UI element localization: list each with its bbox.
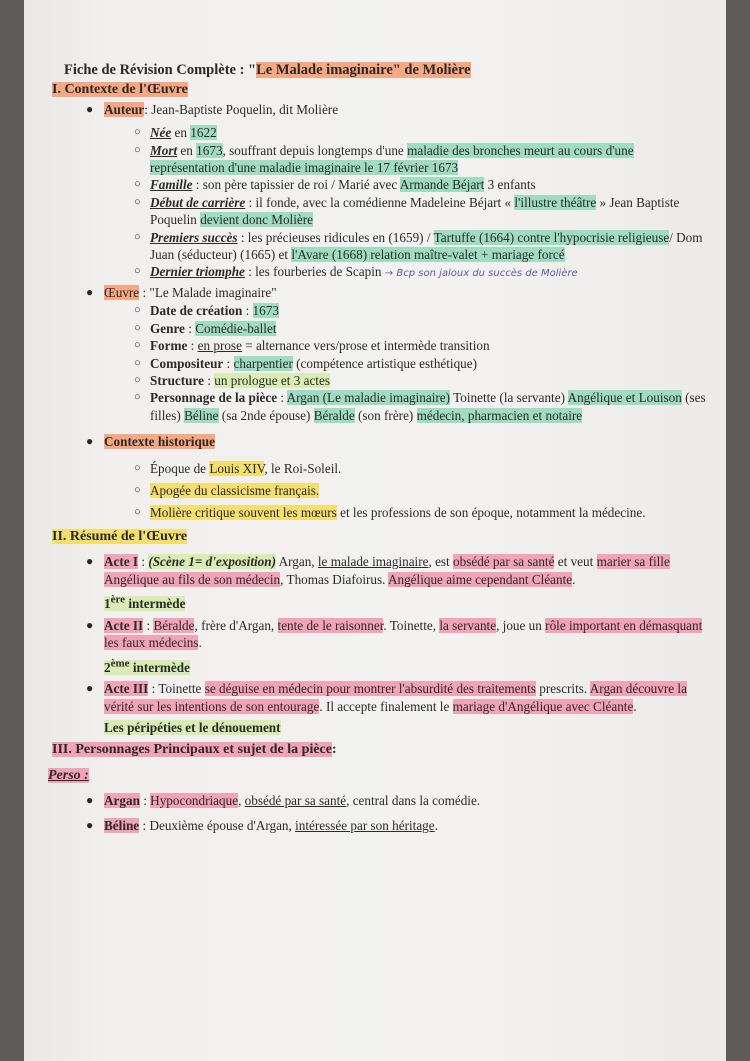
circle-bullet-icon: ○ xyxy=(134,461,141,474)
bullet-icon: ● xyxy=(86,681,94,696)
oeuvre-item: ● Œuvre : "Le Malade imaginaire" xyxy=(86,284,277,300)
triomphe-item: ○ Dernier triomphe : les fourberies de Scapin → Bcp son jaloux du succès de Molière xyxy=(134,264,578,280)
debut-item: ○ Début de carrière : il fonde, avec la comédienne Madeleine Béjart « l'illustre théâtre » Jean Baptiste Poquelin devient donc Molière xyxy=(134,194,680,228)
intermede-1: 1ère intermède xyxy=(104,593,186,612)
compositeur-item: ○ Compositeur : charpentier (compétence artistique esthétique) xyxy=(134,355,478,371)
circle-bullet-icon: ○ xyxy=(134,321,141,334)
critique-item: ○ Molière critique souvent les mœurs et les professions de son époque, notamment la médecine. xyxy=(134,505,646,521)
bullet-icon: ● xyxy=(86,617,94,632)
circle-bullet-icon: ○ xyxy=(134,356,141,369)
circle-bullet-icon: ○ xyxy=(134,195,141,208)
bullet-icon: ● xyxy=(86,554,94,569)
circle-bullet-icon: ○ xyxy=(134,126,141,139)
succes-item: ○ Premiers succès : les précieuses ridicules en (1659) / Tartuffe (1664) contre l'hypocrisie religieuse/ Dom Juan (séducteur) (1665) et l'Avare (1668) relation maître-valet + mariage forcé xyxy=(134,229,703,263)
peripeties: Les péripéties et le dénouement xyxy=(104,720,281,736)
bullet-icon: ● xyxy=(86,817,94,832)
apogee-item: ○ Apogée du classicisme français. xyxy=(134,482,320,498)
date-item: ○ Date de création : 1673 xyxy=(134,303,279,319)
section-1-heading: I. Contexte de l'Œuvre xyxy=(52,82,188,98)
bullet-icon: ● xyxy=(86,101,94,116)
circle-bullet-icon: ○ xyxy=(134,230,141,243)
acte-3-item: ● Acte III : Toinette se déguise en médecin pour montrer l'absurdité des traitements prescrits. Argan découvre la vérité sur les intentions de son entourage. Il accepte finalement le mariage d'Angélique avec Cléante. xyxy=(86,681,687,714)
auteur-item: ● Auteur: Jean-Baptiste Poquelin, dit Molière xyxy=(86,101,339,117)
acte-2-item: ● Acte II : Béralde, frère d'Argan, tente de le raisonner. Toinette, la servante, joue un rôle important en démasquant les faux médecins. xyxy=(86,617,703,651)
mort-item: ○ Mort en 1673, souffrant depuis longtemps d'une maladie des bronches meurt au cours d'une représentation d'une maladie imaginaire le 17 février 1673 xyxy=(134,142,634,176)
contexte-label: Contexte historique xyxy=(104,434,215,450)
oeuvre-label: Œuvre xyxy=(104,284,140,300)
section-2-heading: II. Résumé de l'Œuvre xyxy=(52,528,188,544)
argan-item: ● Argan : Hypocondriaque, obsédé par sa santé, central dans la comédie. xyxy=(86,793,481,809)
auteur-label: Auteur xyxy=(104,101,145,117)
paper-sheet xyxy=(24,0,726,1061)
handwritten-note: → Bcp son jaloux du succès de Molière xyxy=(384,268,578,280)
bullet-icon: ● xyxy=(86,793,94,808)
contexte-item xyxy=(46,433,706,450)
title-highlight: Le Malade imaginaire" de Molière xyxy=(256,62,471,78)
intermede-2: 2ème intermède xyxy=(104,657,190,675)
circle-bullet-icon: ○ xyxy=(134,373,141,386)
revision-sheet xyxy=(46,62,706,835)
circle-bullet-icon: ○ xyxy=(134,483,141,496)
bullet-icon: ● xyxy=(86,434,94,449)
bullet-icon: ● xyxy=(86,284,94,299)
circle-bullet-icon: ○ xyxy=(134,304,141,317)
circle-bullet-icon: ○ xyxy=(134,339,141,352)
acte-1-item: ● Acte I : (Scène 1= d'exposition) Argan, le malade imaginaire, est obsédé par sa santé et veut marier sa fille Angélique au fils de son médecin, Thomas Diafoirus. Angélique aime cependant Cléante. xyxy=(86,554,670,587)
circle-bullet-icon: ○ xyxy=(134,391,141,404)
circle-bullet-icon: ○ xyxy=(134,265,141,278)
personnages-piece-item: ○ Personnage de la pièce : Argan (Le maladie imaginaire) Toinette (la servante) Angélique et Louison (ses filles) Béline (sa 2nde épouse) Béralde (son frère) médecin, pharmacien et notaire xyxy=(134,390,706,423)
perso-label: Perso : xyxy=(48,768,89,783)
circle-bullet-icon: ○ xyxy=(134,506,141,519)
epoque-item: ○ Époque de Louis XIV, le Roi-Soleil. xyxy=(134,460,342,476)
genre-item: ○ Genre : Comédie-ballet xyxy=(134,320,277,336)
forme-item: ○ Forme : en prose = alternance vers/prose et intermède transition xyxy=(134,338,490,354)
page-title: Fiche de Révision Complète : "Le Malade imaginaire" de Molière xyxy=(64,62,471,78)
section-3-heading: III. Personnages Principaux et sujet de la pièce: xyxy=(52,741,337,757)
structure-item: ○ Structure : un prologue et 3 actes xyxy=(134,372,330,388)
circle-bullet-icon: ○ xyxy=(134,143,141,156)
famille-item: ○ Famille : son père tapissier de roi / Marié avec Armande Béjart 3 enfants xyxy=(134,177,536,193)
nee-item: ○ Née en 1622 xyxy=(134,125,217,141)
beline-item: ● Béline : Deuxième épouse d'Argan, intéressée par son héritage. xyxy=(86,817,438,833)
circle-bullet-icon: ○ xyxy=(134,178,141,191)
